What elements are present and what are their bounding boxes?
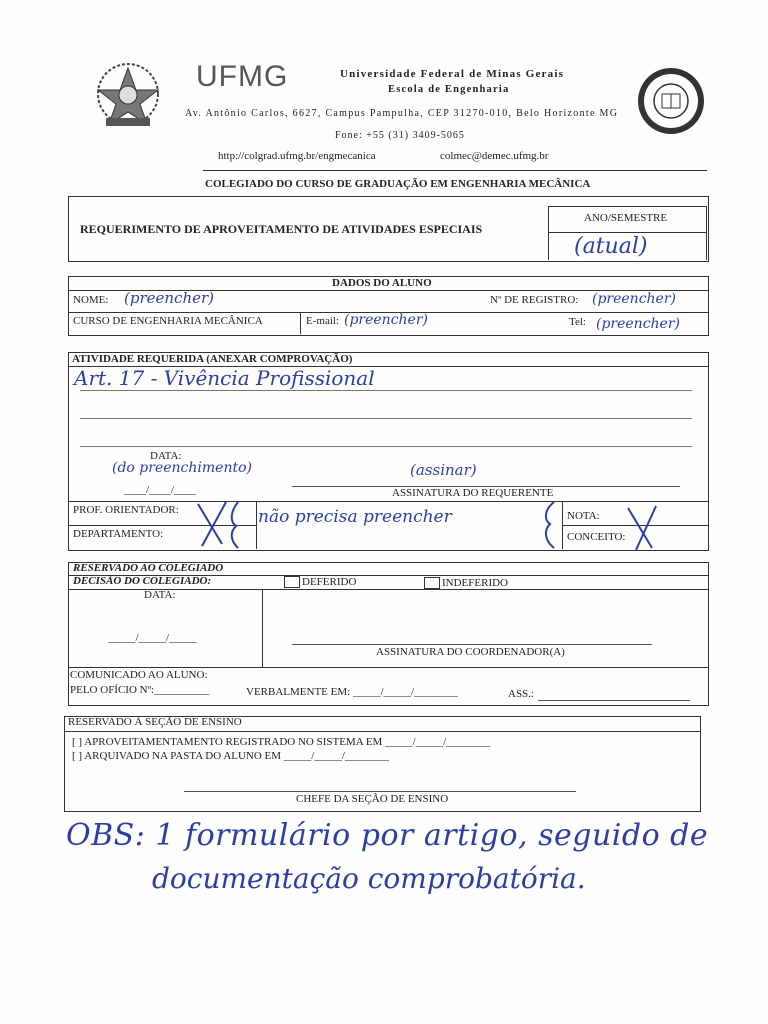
ufmg-logo: UFMG [196,60,289,93]
chefe-label: CHEFE DA SEÇÃO DE ENSINO [296,793,449,805]
form-title: REQUERIMENTO DE APROVEITAMENTO DE ATIVIDADES ESPECIAIS [80,222,483,236]
university-name: Universidade Federal de Minas Gerais [340,68,565,80]
website-link[interactable]: http://colgrad.ufmg.br/engmecanica [218,150,376,162]
oficio-field[interactable]: PELO OFÍCIO Nº:__________ [70,684,210,696]
indeferido-label: INDEFERIDO [442,577,508,589]
nao-preencher-note: não precisa preencher [258,507,452,527]
deferido-label: DEFERIDO [302,576,357,588]
registro-label: Nº DE REGISTRO: [490,294,579,306]
deferido-checkbox[interactable] [284,576,300,588]
reservado-colegiado-label: RESERVADO AO COLEGIADO [73,562,224,574]
nome-label: NOME: [73,294,109,306]
conceito-label: CONCEITO: [567,531,626,543]
tel-field[interactable]: (preencher) [596,316,680,332]
date-blank: ____/____/____ [124,484,197,496]
verbalmente-field[interactable]: VERBALMENTE EM: _____/_____/________ [246,686,459,698]
email-label: E-mail: [306,315,339,327]
prof-orientador-label: PROF. ORIENTADOR: [73,504,179,516]
cross-mark-orientador [192,498,256,550]
data-field[interactable]: (do preenchimento) [112,460,252,476]
indeferido-checkbox[interactable] [424,577,440,589]
curso-label: CURSO DE ENGENHARIA MECÂNICA [73,315,263,327]
assinatura-field[interactable]: (assinar) [410,461,477,479]
arquivado-item[interactable]: [ ] ARQUIVADO NA PASTA DO ALUNO EM _____/_____/________ [72,750,389,762]
data-label: DATA: [150,450,182,462]
school-name: Escola de Engenharia [388,84,510,95]
phone: Fone: +55 (31) 3409-5065 [335,130,465,141]
tel-label: Tel: [569,316,586,328]
coordenador-label: ASSINATURA DO COORDENADOR(A) [376,646,565,658]
comunicado-label: COMUNICADO AO ALUNO: [70,669,208,681]
address: Av. Antônio Carlos, 6627, Campus Pampulha, CEP 31270-010, Belo Horizonte MG [185,108,619,119]
deferido-option[interactable] [284,576,356,588]
dados-aluno-title: DADOS DO ALUNO [332,277,432,289]
registrado-item[interactable]: [ ] APROVEITAMENTAMENTO REGISTRADO NO SISTEMA EM _____/_____/________ [72,736,491,748]
decisao-label: DECISÃO DO COLEGIADO: [73,575,212,587]
ano-semestre-value[interactable]: (atual) [574,234,648,259]
colegiado-date-blank: _____/_____/_____ [108,632,197,644]
obs-line-2: documentação comprobatória. [152,862,586,895]
brace-mark [540,500,560,550]
atividade-title: ATIVIDADE REQUERIDA (ANEXAR COMPROVAÇÃO) [72,353,353,365]
nota-label: NOTA: [567,510,600,522]
reservado-secao-label: RESERVADO À SEÇÃO DE ENSINO [68,716,242,728]
departamento-label: DEPARTAMENTO: [73,528,164,540]
nome-field[interactable]: (preencher) [124,289,214,307]
colegiado-heading: COLEGIADO DO CURSO DE GRADUAÇÃO EM ENGENHARIA MECÂNICA [205,178,591,190]
email-field[interactable]: (preencher) [344,312,428,328]
registro-field[interactable]: (preencher) [592,291,676,307]
brazil-coat-of-arms-seal [92,62,164,130]
obs-line-1: OBS: 1 formulário por artigo, seguido de [66,818,709,853]
indeferido-option[interactable] [424,577,508,589]
assinatura-label: ASSINATURA DO REQUERENTE [392,487,554,499]
ass-label: ASS.: [508,688,534,700]
email-link[interactable]: colmec@demec.ufmg.br [440,150,549,162]
cross-mark-nota [622,502,662,552]
colegiado-data-label: DATA: [144,589,176,601]
engineering-school-seal [636,66,706,136]
atividade-field[interactable]: Art. 17 - Vivência Profissional [74,366,375,390]
ano-semestre-label: ANO/SEMESTRE [584,212,668,224]
